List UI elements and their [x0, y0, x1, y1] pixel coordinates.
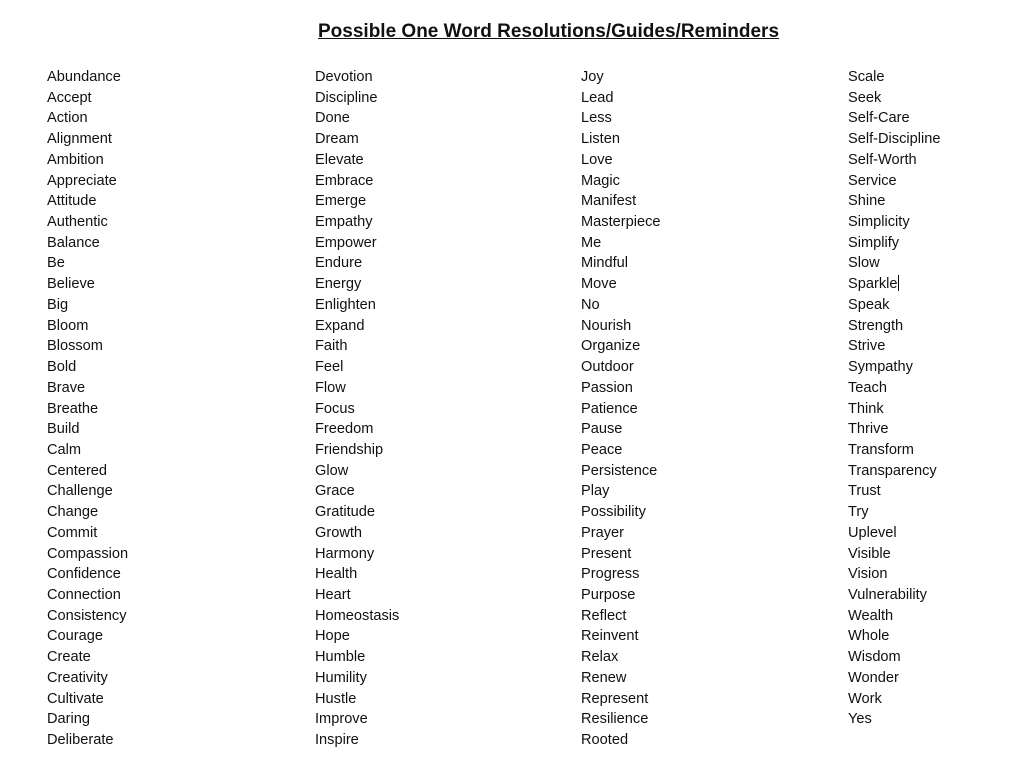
word-text: Harmony	[315, 545, 375, 562]
word-item	[315, 295, 399, 316]
word-item	[581, 233, 661, 254]
word-item	[47, 316, 128, 337]
word-text: Authentic	[47, 214, 108, 231]
word-text: Self-Care	[848, 110, 910, 127]
word-item	[47, 647, 128, 668]
word-text: Energy	[315, 276, 362, 293]
word-item	[581, 316, 661, 337]
word-text: Freedom	[315, 421, 374, 438]
word-text: Strive	[848, 338, 886, 355]
word-item	[848, 378, 940, 399]
word-item	[848, 461, 940, 482]
word-text: Action	[47, 110, 88, 127]
word-item	[315, 461, 399, 482]
word-text: Represent	[581, 690, 649, 707]
word-item	[848, 88, 940, 109]
word-item	[848, 647, 940, 668]
word-text: Deliberate	[47, 732, 114, 748]
word-text: Homeostasis	[315, 607, 400, 624]
word-item	[848, 481, 940, 502]
word-column-3	[581, 67, 661, 751]
word-item	[581, 378, 661, 399]
word-text: Uplevel	[848, 524, 897, 541]
word-item	[47, 399, 128, 420]
word-text: Grace	[315, 483, 355, 500]
word-text: Shine	[848, 193, 886, 210]
word-item	[47, 336, 128, 357]
word-text: Patience	[581, 400, 638, 417]
word-item	[848, 606, 940, 627]
word-item	[47, 544, 128, 565]
word-item	[581, 108, 661, 129]
word-item	[581, 461, 661, 482]
word-item	[47, 564, 128, 585]
word-item	[848, 67, 940, 88]
word-item	[47, 295, 128, 316]
word-item	[315, 523, 399, 544]
word-item	[848, 295, 940, 316]
word-item	[581, 212, 661, 233]
word-text: Play	[581, 483, 610, 500]
word-item	[315, 419, 399, 440]
word-text: Less	[581, 110, 612, 127]
word-text: Sympathy	[848, 359, 913, 376]
word-text: Creativity	[47, 669, 108, 686]
word-item	[848, 233, 940, 254]
word-text: Magic	[581, 172, 620, 189]
word-text: Glow	[315, 462, 349, 479]
word-item	[848, 440, 940, 461]
word-item	[47, 585, 128, 606]
word-item	[315, 689, 399, 710]
word-text: Yes	[848, 711, 872, 728]
word-item	[848, 336, 940, 357]
word-item	[315, 730, 399, 751]
word-text: Improve	[315, 711, 368, 728]
word-text: Rooted	[581, 732, 629, 748]
word-item	[848, 502, 940, 523]
word-text: Present	[581, 545, 632, 562]
word-text: Resilience	[581, 711, 649, 728]
word-item	[581, 171, 661, 192]
word-text: Joy	[581, 69, 604, 85]
word-text: Ambition	[47, 151, 104, 168]
word-text: Gratitude	[315, 504, 376, 521]
word-item	[581, 295, 661, 316]
word-item	[315, 253, 399, 274]
word-item	[47, 440, 128, 461]
word-text: No	[581, 296, 600, 313]
word-item	[315, 357, 399, 378]
word-text: Transparency	[848, 462, 937, 479]
word-item	[315, 544, 399, 565]
word-item	[581, 191, 661, 212]
word-text: Try	[848, 504, 869, 521]
word-item	[47, 606, 128, 627]
word-text: Faith	[315, 338, 348, 355]
word-text: Commit	[47, 524, 98, 541]
word-item	[315, 336, 399, 357]
word-item	[581, 150, 661, 171]
word-text: Vision	[848, 566, 888, 583]
word-item	[47, 461, 128, 482]
word-item	[315, 564, 399, 585]
word-text: Bold	[47, 359, 77, 376]
word-item	[581, 606, 661, 627]
word-item	[315, 316, 399, 337]
word-text: Progress	[581, 566, 640, 583]
word-text: Transform	[848, 441, 914, 458]
word-text: Alignment	[47, 131, 112, 148]
word-text: Daring	[47, 711, 90, 728]
word-item	[47, 357, 128, 378]
word-item	[47, 212, 128, 233]
word-item	[848, 564, 940, 585]
word-item	[848, 316, 940, 337]
word-item	[848, 585, 940, 606]
word-text: Relax	[581, 649, 619, 666]
word-text: Service	[848, 172, 897, 189]
word-text: Empathy	[315, 214, 373, 231]
word-text: Calm	[47, 441, 82, 458]
word-text: Cultivate	[47, 690, 104, 707]
word-item	[47, 689, 128, 710]
word-column-2	[315, 67, 399, 751]
word-text: Sparkle	[848, 276, 898, 293]
word-item	[848, 108, 940, 129]
word-item	[848, 523, 940, 544]
word-text: Expand	[315, 317, 365, 334]
word-text: Elevate	[315, 151, 364, 168]
word-text: Blossom	[47, 338, 103, 355]
word-text: Vulnerability	[848, 586, 927, 603]
word-text: Pause	[581, 421, 623, 438]
word-text: Empower	[315, 234, 377, 251]
word-item	[315, 171, 399, 192]
word-item	[315, 668, 399, 689]
word-text: Done	[315, 110, 350, 127]
word-item	[315, 67, 399, 88]
word-text: Hustle	[315, 690, 357, 707]
word-item	[47, 502, 128, 523]
word-text: Centered	[47, 462, 108, 479]
text-cursor	[898, 275, 899, 291]
word-item	[581, 419, 661, 440]
word-item	[848, 129, 940, 150]
word-item	[848, 544, 940, 565]
word-text: Wonder	[848, 669, 899, 686]
word-item	[315, 709, 399, 730]
word-text: Think	[848, 400, 884, 417]
word-text: Abundance	[47, 69, 121, 85]
word-item	[848, 399, 940, 420]
word-item	[581, 523, 661, 544]
word-item	[47, 150, 128, 171]
word-item	[47, 108, 128, 129]
word-text: Create	[47, 649, 91, 666]
word-item	[47, 668, 128, 689]
word-text: Mindful	[581, 255, 629, 272]
word-text: Passion	[581, 379, 633, 396]
word-item	[315, 481, 399, 502]
word-text: Build	[47, 421, 80, 438]
word-text: Visible	[848, 545, 891, 562]
word-item	[581, 129, 661, 150]
word-item	[315, 626, 399, 647]
word-text: Confidence	[47, 566, 121, 583]
word-text: Manifest	[581, 193, 637, 210]
word-text: Lead	[581, 89, 614, 106]
word-item	[315, 88, 399, 109]
word-text: Feel	[315, 359, 344, 376]
word-text: Thrive	[848, 421, 889, 438]
word-text: Big	[47, 296, 69, 313]
word-item	[315, 129, 399, 150]
word-text: Focus	[315, 400, 355, 417]
word-item	[848, 253, 940, 274]
word-text: Brave	[47, 379, 86, 396]
word-text: Compassion	[47, 545, 129, 562]
word-item	[581, 668, 661, 689]
word-item	[581, 88, 661, 109]
word-text: Teach	[848, 379, 887, 396]
word-item	[848, 171, 940, 192]
word-item	[315, 647, 399, 668]
word-item	[47, 88, 128, 109]
word-item	[581, 730, 661, 751]
word-item	[581, 481, 661, 502]
word-text: Slow	[848, 255, 880, 272]
word-item	[315, 378, 399, 399]
word-column-1	[47, 67, 128, 751]
word-text: Growth	[315, 524, 363, 541]
word-text: Hope	[315, 628, 350, 645]
word-text: Scale	[848, 69, 885, 85]
word-text: Courage	[47, 628, 103, 645]
word-item	[581, 709, 661, 730]
word-item	[47, 481, 128, 502]
word-item	[848, 668, 940, 689]
word-item	[315, 233, 399, 254]
word-item	[581, 336, 661, 357]
word-text: Simplicity	[848, 214, 910, 231]
word-text: Wisdom	[848, 649, 901, 666]
word-text: Connection	[47, 586, 121, 603]
word-item	[47, 523, 128, 544]
word-item	[581, 253, 661, 274]
word-text: Reinvent	[581, 628, 639, 645]
word-item	[47, 233, 128, 254]
word-text: Me	[581, 234, 602, 251]
word-item	[581, 626, 661, 647]
word-text: Self-Worth	[848, 151, 917, 168]
word-text: Discipline	[315, 89, 378, 106]
word-item	[315, 274, 399, 295]
word-text: Be	[47, 255, 65, 272]
word-item	[848, 689, 940, 710]
word-item	[848, 274, 940, 295]
word-text: Devotion	[315, 69, 373, 85]
word-text: Humility	[315, 669, 367, 686]
word-text: Enlighten	[315, 296, 376, 313]
word-text: Renew	[581, 669, 627, 686]
word-item	[581, 502, 661, 523]
word-item	[581, 564, 661, 585]
word-text: Accept	[47, 89, 92, 106]
word-item	[47, 253, 128, 274]
word-text: Outdoor	[581, 359, 634, 376]
word-item	[848, 357, 940, 378]
word-item	[581, 544, 661, 565]
word-item	[581, 67, 661, 88]
word-text: Work	[848, 690, 882, 707]
word-item	[47, 730, 128, 751]
word-item	[47, 626, 128, 647]
word-text: Strength	[848, 317, 904, 334]
word-text: Listen	[581, 131, 620, 148]
word-text: Masterpiece	[581, 214, 661, 231]
word-item	[47, 129, 128, 150]
word-item	[315, 212, 399, 233]
word-text: Emerge	[315, 193, 367, 210]
document-title: Possible One Word Resolutions/Guides/Reminders	[318, 21, 780, 42]
word-text: Inspire	[315, 732, 359, 748]
word-item	[315, 440, 399, 461]
word-text: Consistency	[47, 607, 127, 624]
word-item	[47, 419, 128, 440]
word-text: Flow	[315, 379, 346, 396]
word-text: Reflect	[581, 607, 627, 624]
word-item	[848, 419, 940, 440]
word-text: Embrace	[315, 172, 374, 189]
word-item	[581, 647, 661, 668]
word-item	[315, 150, 399, 171]
word-item	[315, 502, 399, 523]
word-text: Whole	[848, 628, 890, 645]
word-text: Peace	[581, 441, 623, 458]
word-text: Organize	[581, 338, 641, 355]
word-text: Dream	[315, 131, 359, 148]
word-text: Purpose	[581, 586, 636, 603]
word-item	[581, 399, 661, 420]
word-item	[47, 274, 128, 295]
word-item	[47, 191, 128, 212]
word-item	[581, 689, 661, 710]
word-item	[315, 399, 399, 420]
word-text: Friendship	[315, 441, 384, 458]
word-text: Balance	[47, 234, 100, 251]
word-column-4	[848, 67, 940, 730]
word-text: Believe	[47, 276, 95, 293]
word-text: Challenge	[47, 483, 113, 500]
word-text: Bloom	[47, 317, 89, 334]
word-text: Nourish	[581, 317, 632, 334]
word-text: Breathe	[47, 400, 99, 417]
word-item	[47, 171, 128, 192]
word-text: Endure	[315, 255, 363, 272]
word-text: Simplify	[848, 234, 900, 251]
word-item	[47, 709, 128, 730]
word-text: Wealth	[848, 607, 894, 624]
word-text: Possibility	[581, 504, 646, 521]
word-text: Speak	[848, 296, 890, 313]
word-item	[581, 357, 661, 378]
word-text: Trust	[848, 483, 881, 500]
word-item	[315, 191, 399, 212]
word-item	[315, 108, 399, 129]
word-item	[848, 191, 940, 212]
word-text: Heart	[315, 586, 351, 603]
word-item	[315, 585, 399, 606]
word-item	[848, 150, 940, 171]
word-text: Move	[581, 276, 617, 293]
word-item	[848, 212, 940, 233]
word-text: Prayer	[581, 524, 624, 541]
word-text: Change	[47, 504, 99, 521]
word-item	[581, 440, 661, 461]
word-item	[581, 585, 661, 606]
word-item	[848, 626, 940, 647]
word-text: Appreciate	[47, 172, 117, 189]
word-item	[47, 378, 128, 399]
word-item	[848, 709, 940, 730]
word-text: Love	[581, 151, 613, 168]
word-text: Health	[315, 566, 358, 583]
word-item	[581, 274, 661, 295]
word-text: Humble	[315, 649, 366, 666]
word-item	[315, 606, 399, 627]
word-text: Persistence	[581, 462, 658, 479]
word-text: Seek	[848, 89, 882, 106]
word-text: Attitude	[47, 193, 97, 210]
word-item	[47, 67, 128, 88]
word-text: Self-Discipline	[848, 131, 941, 148]
